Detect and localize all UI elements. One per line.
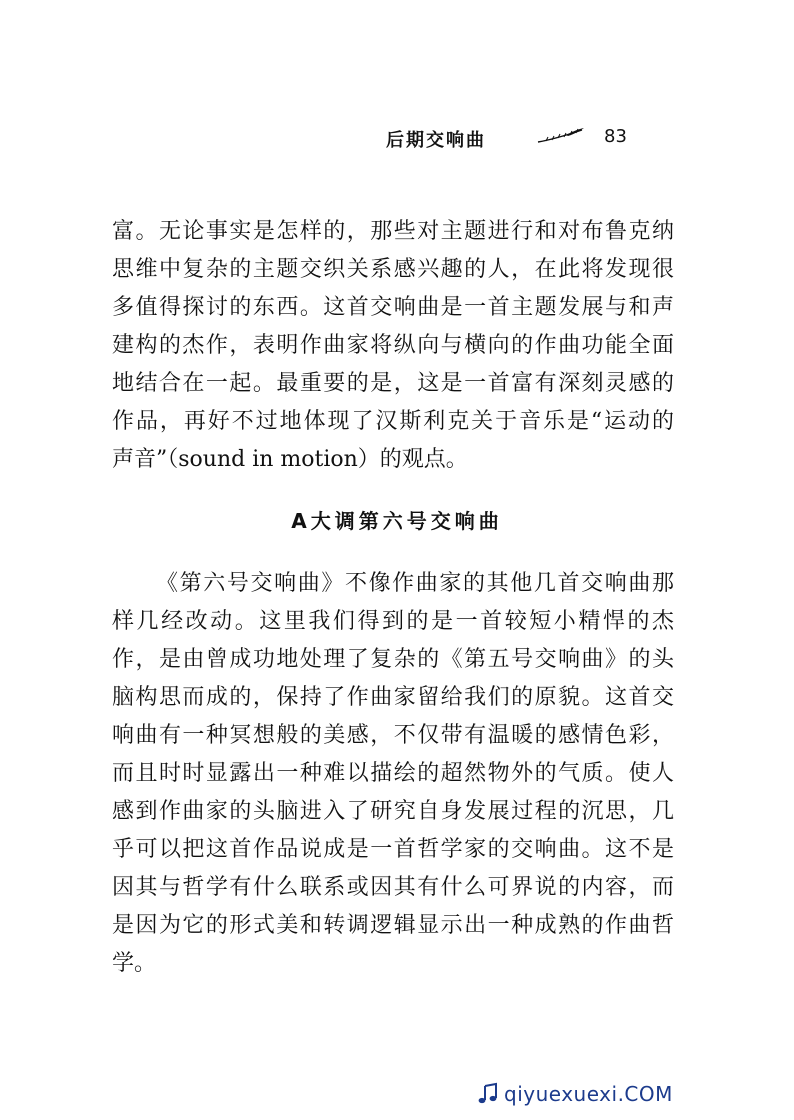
paragraph-line: 建构的杰作，表明作曲家将纵向与横向的作曲功能全面 [112,333,674,358]
paragraph-line: 富。无论事实是怎样的，那些对主题进行和对布鲁克纳 [112,219,674,244]
watermark-text: qiyuexuexi.COM [504,1082,673,1106]
running-header [386,122,646,158]
paragraph-line: 是因为它的形式美和转调逻辑显示出一种成熟的作曲哲 [112,913,674,938]
paragraph-line: 响曲有一种冥想般的美感，不仅带有温暖的感情色彩， [112,723,674,748]
running-title: 后期交响曲 [386,130,486,151]
paragraph-1 [112,213,674,479]
paragraph-line: 样几经改动。这里我们得到的是一首较短小精悍的杰 [112,609,674,634]
paragraph-line: 因其与哲学有什么联系或因其有什么可界说的内容，而 [112,875,674,900]
paragraph-line: 声音”（sound in motion）的观点。 [112,447,468,472]
page-number: 83 [604,126,627,147]
paragraph-line: 多值得探讨的东西。这首交响曲是一首主题发展与和声 [112,295,674,320]
site-watermark [476,1080,776,1110]
paragraph-line: 脑构思而成的，保持了作曲家留给我们的原貌。这首交 [112,685,674,710]
paragraph-line: 学。 [112,951,157,976]
quill-ornament-icon [536,126,586,146]
paragraph-line: 思维中复杂的主题交织关系感兴趣的人，在此将发现很 [112,257,674,282]
paragraph-line: 地结合在一起。最重要的是，这是一首富有深刻灵感的 [112,371,674,396]
paragraph-line: 《第六号交响曲》不像作曲家的其他几首交响曲那 [156,571,674,596]
paragraph-2 [112,565,674,983]
paragraph-line: 乎可以把这首作品说成是一首哲学家的交响曲。这不是 [112,837,674,862]
music-note-icon [476,1082,500,1106]
paragraph-line: 而且时时显露出一种难以描绘的超然物外的气质。使人 [112,761,674,786]
paragraph-line: 作品，再好不过地体现了汉斯利克关于音乐是“运动的 [112,409,674,434]
paragraph-line: 感到作曲家的头脑进入了研究自身发展过程的沉思，几 [112,799,674,824]
paragraph-line: 作，是由曾成功地处理了复杂的《第五号交响曲》的头 [112,647,674,672]
section-heading: A大调第六号交响曲 [291,509,503,533]
